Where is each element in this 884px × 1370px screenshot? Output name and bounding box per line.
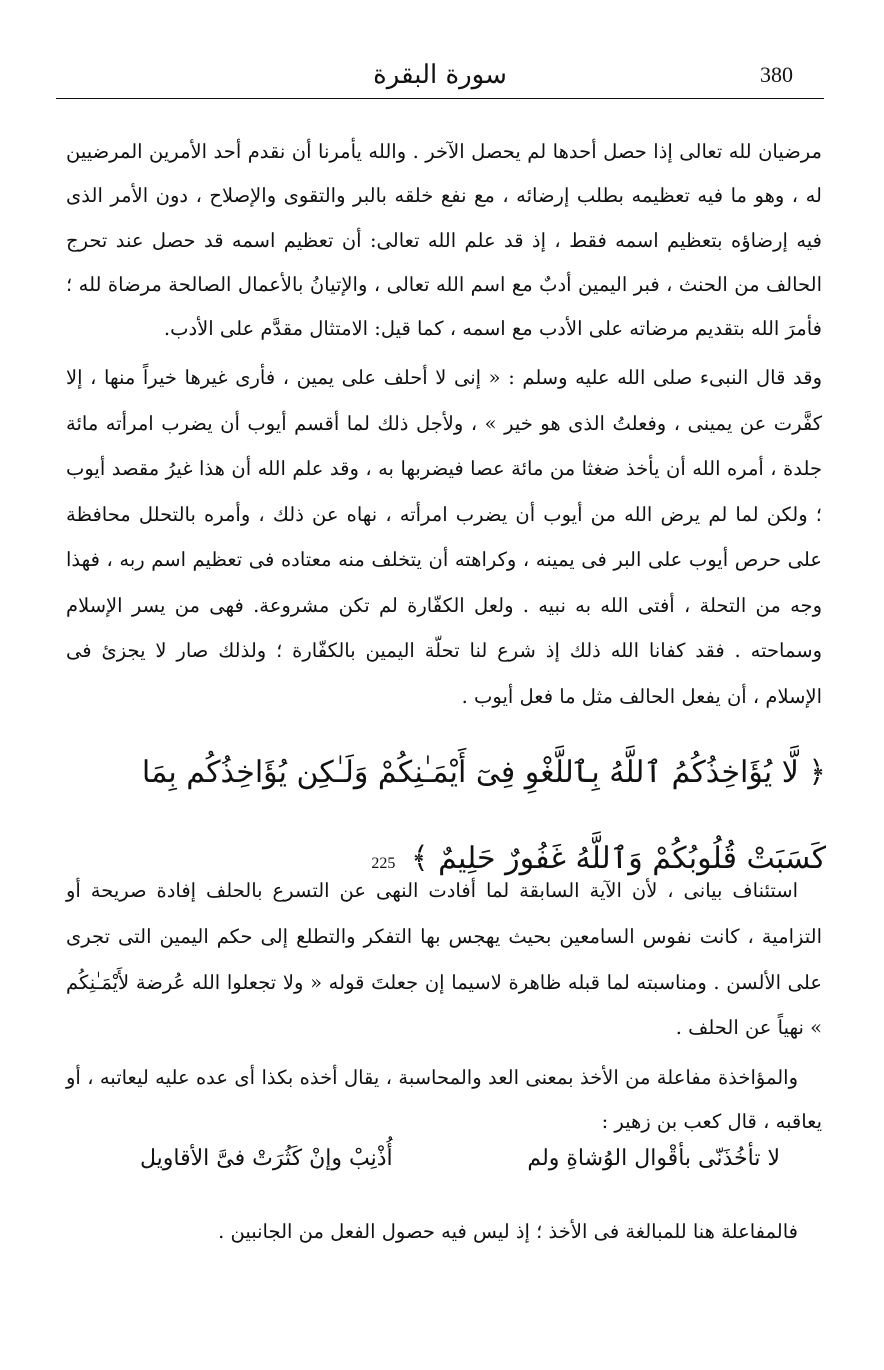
paragraph-4: والمؤاخذة مفاعلة من الأخذ بمعنى العد والمحاسبة ، يقال أخذه بكذا أى عده عليه ليعاتبه ، أو يعاقبه ، قال كعب بن زهير :	[66, 1066, 822, 1133]
paragraph-1: مرضيان لله تعالى إذا حصل أحدها لم يحصل الآخر . والله يأمرنا أن نقدم أحد الأمرين المرضيين له ، وهو ما فيه تعظيمه بطلب إرضائه ، مع نفع خلقه بالبر والتقوى والإصلاح ، دون الأمر الذى فيه إرضاؤه بتعظيم اسمه فقط ، إذ قد علم الله تعالى: أن تعظيم اسمه قد حصل عند تحرج الحالف من الحنث ، فبر اليمين أدبٌ مع اسم الله تعالى ، والإتيانُ بالأعمال الصالحة مرضاة لله ؛ فأمرَ الله بتقديم مرضاته على الأدب مع اسمه ، كما قيل: الامتثال مقدَّم على الأدب.	[66, 140, 822, 341]
verse-open-bracket: ﴿	[808, 755, 826, 790]
paragraph-3: استئناف بيانى ، لأن الآية السابقة لما أفادت النهى عن التسرع بالحلف إفادة صريحة أو التزامية ، كانت نفوس السامعين بحيث يهجس بها التفكر والتطلع إلى حكم اليمين التى تجرى على الألسن . ومناسبته لما قبله ظاهرة لاسيما إن جعلتَ قوله « ولا تجعلوا الله عُرضة لأَيْمَـٰنِكُم » نهياً عن الحلف .	[66, 879, 822, 1040]
page-number: 380	[760, 62, 793, 87]
poem-hemistich-second: أُذْنِبْ وإنْ كَثُرَتْ فىَّ الأقاويل	[140, 1146, 393, 1171]
verse-text: لَّا يُؤَاخِذُكُمُ ٱللَّهُ بِٱللَّغْوِ فِىٓ أَيْمَـٰنِكُمْ وَلَـٰكِن يُؤَاخِذُكُم بِمَا كَسَبَتْ قُلُوبُكُمْ وَٱللَّهُ غَفُورٌ حَلِيمٌ	[141, 755, 826, 876]
paragraph-2: وقد قال النبىء صلى الله عليه وسلم : « إنى لا أحلف على يمين ، فأرى غيرها خيراً منها ، إلا كفَّرت عن يمينى ، وفعلتُ الذى هو خير » ، ولأجل ذلك لما أقسم أيوب أن يضرب امرأته مائة جلدة ، أمره الله أن يأخذ ضغثا من مائة عصا فيضربها به ، وقد علم الله أن هذا غيرُ مقصد أيوب ؛ ولكن لما لم يرض الله من أيوب أن يضرب امرأته ، نهاه عن ذلك ، وأمره بالتحلل محافظة على حرص أيوب على البر فى يمينه ، وكراهته أن يتخلف منه معتاده فى تعظيم اسم ربه ، فهذا وجه من التحلة ، أفتى الله به نبيه . ولعل الكفّارة لم تكن مشروعة. فهى من يسر الإسلام وسماحته . فقد كفانا الله ذلك إذ شرع لنا تحلّة اليمين بالكفّارة ؛ ولذلك صار لا يجزئ فى الإسلام ، أن يفعل الحالف مثل ما فعل أيوب .	[66, 366, 822, 708]
page-header	[56, 58, 824, 99]
verse-number: 225	[371, 855, 396, 872]
verse-close-bracket: ﴾	[410, 841, 429, 876]
paragraph-5: فالمفاعلة هنا للمبالغة فى الأخذ ؛ إذ ليس فيه حصول الفعل من الجانبين .	[218, 1220, 798, 1243]
poem-verse	[120, 1146, 780, 1196]
surah-title: سورة البقرة	[373, 60, 507, 90]
poem-hemistich-first: لا تأخُذَنّى بأقْوال الوُشاةِ ولم	[527, 1146, 780, 1171]
